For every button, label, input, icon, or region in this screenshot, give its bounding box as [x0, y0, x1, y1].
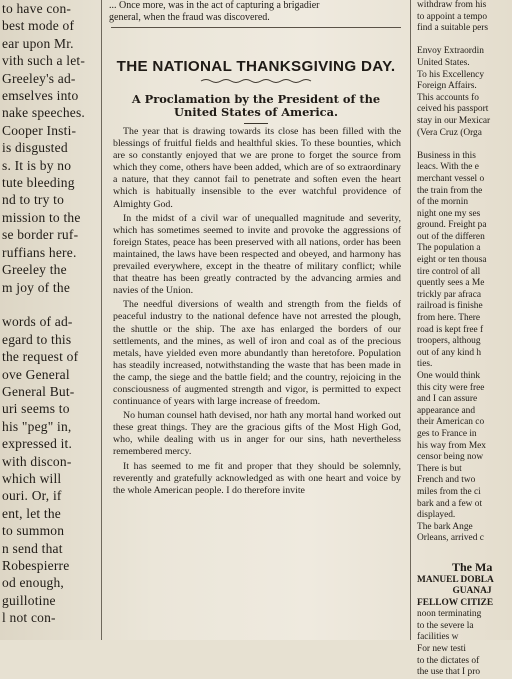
right-column-line: stay in our Mexicar — [417, 115, 491, 126]
right-column-line: United States. — [417, 57, 470, 68]
right-column-line: The Ma — [452, 559, 493, 574]
right-column-line: There is but — [417, 463, 462, 474]
left-column-line: to summon — [2, 523, 65, 539]
left-column-line: Cooper Insti- — [2, 122, 77, 138]
right-column-line: facilities w — [417, 632, 459, 643]
right-column-line: withdraw from his — [417, 0, 487, 10]
right-column-line: ground. Freight pa — [417, 220, 487, 231]
paragraph-1: The year that is drawing towards its close has been filled with the blessings of fruitful fields and healthful skies. To these bounties, which are so constantly enjoyed that we are prone to forget the source from which they come, others have been added, which are of so extraordinary a nature, that they cannot fail to penetrate and soften even the heart which is habitually insensible to the ever watchful providence of Almighty God. — [113, 126, 401, 210]
paragraph-3: The needful diversions of wealth and strength from the fields of peaceful industry to the national defence have not arrested the plough, the shuttle or the ship. The axe has enlarged the borders of our settlements, and the mines, as well of iron and coal as of the precious metals, have yielded even more abundantly than heretofore. Population has steadily increased, notwithstanding the waste that has been made in the camp, the siege and the battle field; and the country, rejoicing in the consciousness of augmented strength and vigor, is permitted to expect continuance of years with large increase of freedom. — [113, 299, 401, 408]
right-column-line: find a suitable pers — [417, 23, 489, 34]
right-column-line: miles from the ci — [417, 486, 481, 497]
right-column-line: Envoy Extraordin — [417, 46, 484, 57]
short-divider — [244, 123, 268, 124]
right-column — [412, 0, 512, 678]
left-column-line: expressed it. — [2, 436, 73, 452]
right-column-line: FELLOW CITIZE — [417, 597, 494, 608]
right-column-line: Business in this — [417, 150, 476, 161]
right-column-line: of the mornin — [417, 197, 469, 208]
right-column-line: to the dictates of — [417, 655, 480, 666]
right-column-line: (Vera Cruz (Orga — [417, 127, 482, 138]
left-column-line: od enough, — [2, 575, 64, 591]
left-column-line: the request of — [2, 349, 79, 365]
right-column-line: bark and a few ot — [417, 498, 483, 509]
left-column-line: vith such a let- — [2, 53, 86, 69]
right-column-line: displayed. — [417, 510, 456, 521]
article-separator-rule — [111, 27, 401, 28]
right-column-line: quently sees a Me — [417, 278, 485, 289]
left-column-line: to have con- — [2, 1, 72, 16]
right-column-line — [412, 545, 512, 557]
column-rule-left — [101, 0, 102, 640]
left-column-line: Greeley's ad- — [2, 70, 76, 86]
right-column-line: from here. There — [417, 313, 481, 324]
left-column-line: ouri. Or, if — [2, 488, 62, 504]
left-column-line: words of ad- — [2, 314, 73, 330]
left-column-line: n send that — [2, 540, 63, 556]
right-column-line — [412, 139, 512, 151]
right-column-line: this city were free — [417, 382, 485, 393]
left-column-line: best mode of — [2, 18, 75, 34]
right-column-line: trickly par afraca — [417, 289, 482, 300]
right-column-line: leacs. With the e — [417, 162, 479, 173]
left-column-line: tute bleeding — [2, 175, 75, 191]
right-column-line: GUANAJ — [452, 586, 492, 597]
left-column-line: is disgusted — [2, 140, 68, 156]
left-column-line: General But- — [2, 383, 75, 399]
right-column-line: tire control of all — [417, 266, 481, 277]
right-column-line: French and two — [417, 475, 476, 486]
left-column-line: uri seems to — [2, 401, 70, 417]
subhead-line-1: A Proclamation by the President of the — [131, 92, 381, 106]
right-column-line: railroad is finishe — [417, 301, 483, 312]
right-column-line: The population a — [417, 243, 481, 254]
left-column-line: his "peg" in, — [2, 418, 72, 434]
right-column-line: the use that I pro — [417, 667, 481, 678]
right-column-line: ceived his passport — [417, 104, 489, 115]
left-column-line: Robespierre — [2, 558, 70, 573]
left-column-line: ruffians here. — [2, 244, 77, 260]
left-column-line: ear upon Mr. — [2, 35, 74, 51]
right-column-line: road is kept free f — [417, 324, 484, 335]
right-column-line: Orleans, arrived c — [417, 533, 484, 544]
right-column-line: and I can assure — [417, 394, 478, 405]
right-column-line — [412, 35, 512, 47]
right-column-line: To his Excellency — [417, 69, 485, 80]
left-column-line: Greeley the — [2, 262, 67, 278]
middle-column — [103, 0, 409, 640]
left-column-line: nd to try to — [2, 192, 65, 208]
left-column-line: guillotine — [2, 592, 56, 608]
right-column-line: to the severe la — [417, 620, 474, 631]
column-rule-right — [410, 0, 411, 640]
left-column-line: egard to this — [2, 331, 72, 347]
right-column-line: night one my ses — [417, 208, 481, 219]
left-column-line: s. It is by no — [2, 157, 72, 173]
paragraph-5: It has seemed to me fit and proper that they should be solemnly, reverently and gratefully acknowledged as with one heart and voice by the whole American people. I do therefore invite — [113, 460, 401, 496]
proclamation-body — [103, 126, 409, 497]
right-column-line: The bark Ange — [417, 521, 473, 532]
right-column-line: censor being now — [417, 452, 484, 463]
right-column-line: For new testi — [417, 644, 466, 655]
paragraph-2: In the midst of a civil war of unequalled magnitude and severity, which has sometimes seemed to invite and provoke the aggressions of foreign States, peace has been preserved with all nations, order has been maintained, the laws have been respected and obeyed, and harmony has prevailed everywhere, except in the theatre of military conflict; while that theatre has been greatly contracted by the advancing armies and navies of the Union. — [113, 212, 401, 297]
right-column-line: noon terminating — [417, 609, 482, 620]
left-column-line — [0, 296, 101, 313]
article-headline: THE NATIONAL THANKSGIVING DAY. — [116, 58, 396, 75]
right-column-line: Foreign Affairs. — [417, 81, 477, 92]
prior-article-fragment: ... Once more, was in the act of capturing a brigadier — [109, 0, 320, 11]
left-column-line: mission to the — [2, 209, 81, 225]
right-column-line: This accounts fo — [417, 92, 479, 103]
right-column-line: troopers, althoug — [417, 336, 481, 347]
left-column-line: emselves into — [2, 88, 79, 104]
right-column-line: eight or ten thousa — [417, 255, 487, 266]
right-column-line: appearance and — [417, 405, 476, 416]
paragraph-4: No human counsel hath devised, nor hath any mortal hand worked out these great things. They are the gracious gifts of the Most High God, who, while dealing with us in anger for our sins, hath nevertheless remembered mercy. — [113, 410, 401, 458]
right-column-line: their American co — [417, 417, 485, 428]
right-column-line: One would think — [417, 371, 481, 381]
left-column-line: m joy of the — [2, 279, 71, 295]
proclamation-subhead — [103, 93, 409, 119]
left-column-line: which will — [2, 470, 62, 486]
prior-article-line: general, when the fraud was discovered. — [109, 12, 270, 23]
decorative-squiggle-icon — [201, 78, 311, 84]
right-column-line: merchant vessel o — [417, 173, 485, 184]
right-column-line: out of the differen — [417, 231, 485, 242]
left-column-line: with discon- — [2, 453, 72, 469]
left-column-line: l not con- — [2, 610, 56, 626]
left-column-line: ent, let the — [2, 505, 62, 521]
right-column-line: MANUEL DOBLA — [417, 574, 494, 585]
left-column — [0, 0, 101, 640]
right-column-line: the train from the — [417, 185, 483, 196]
right-column-line: to appoint a tempo — [417, 11, 488, 22]
right-column-line: ges to France in — [417, 428, 477, 439]
left-column-line: nake speeches. — [2, 105, 86, 121]
subhead-line-2: United States of America. — [174, 105, 338, 119]
right-column-line: his way from Mex — [417, 440, 486, 451]
right-column-line: out of any kind h — [417, 347, 482, 358]
right-column-line: ties. — [417, 359, 433, 370]
left-column-line: ove General — [2, 366, 70, 382]
left-column-line: se border ruf- — [2, 227, 79, 243]
